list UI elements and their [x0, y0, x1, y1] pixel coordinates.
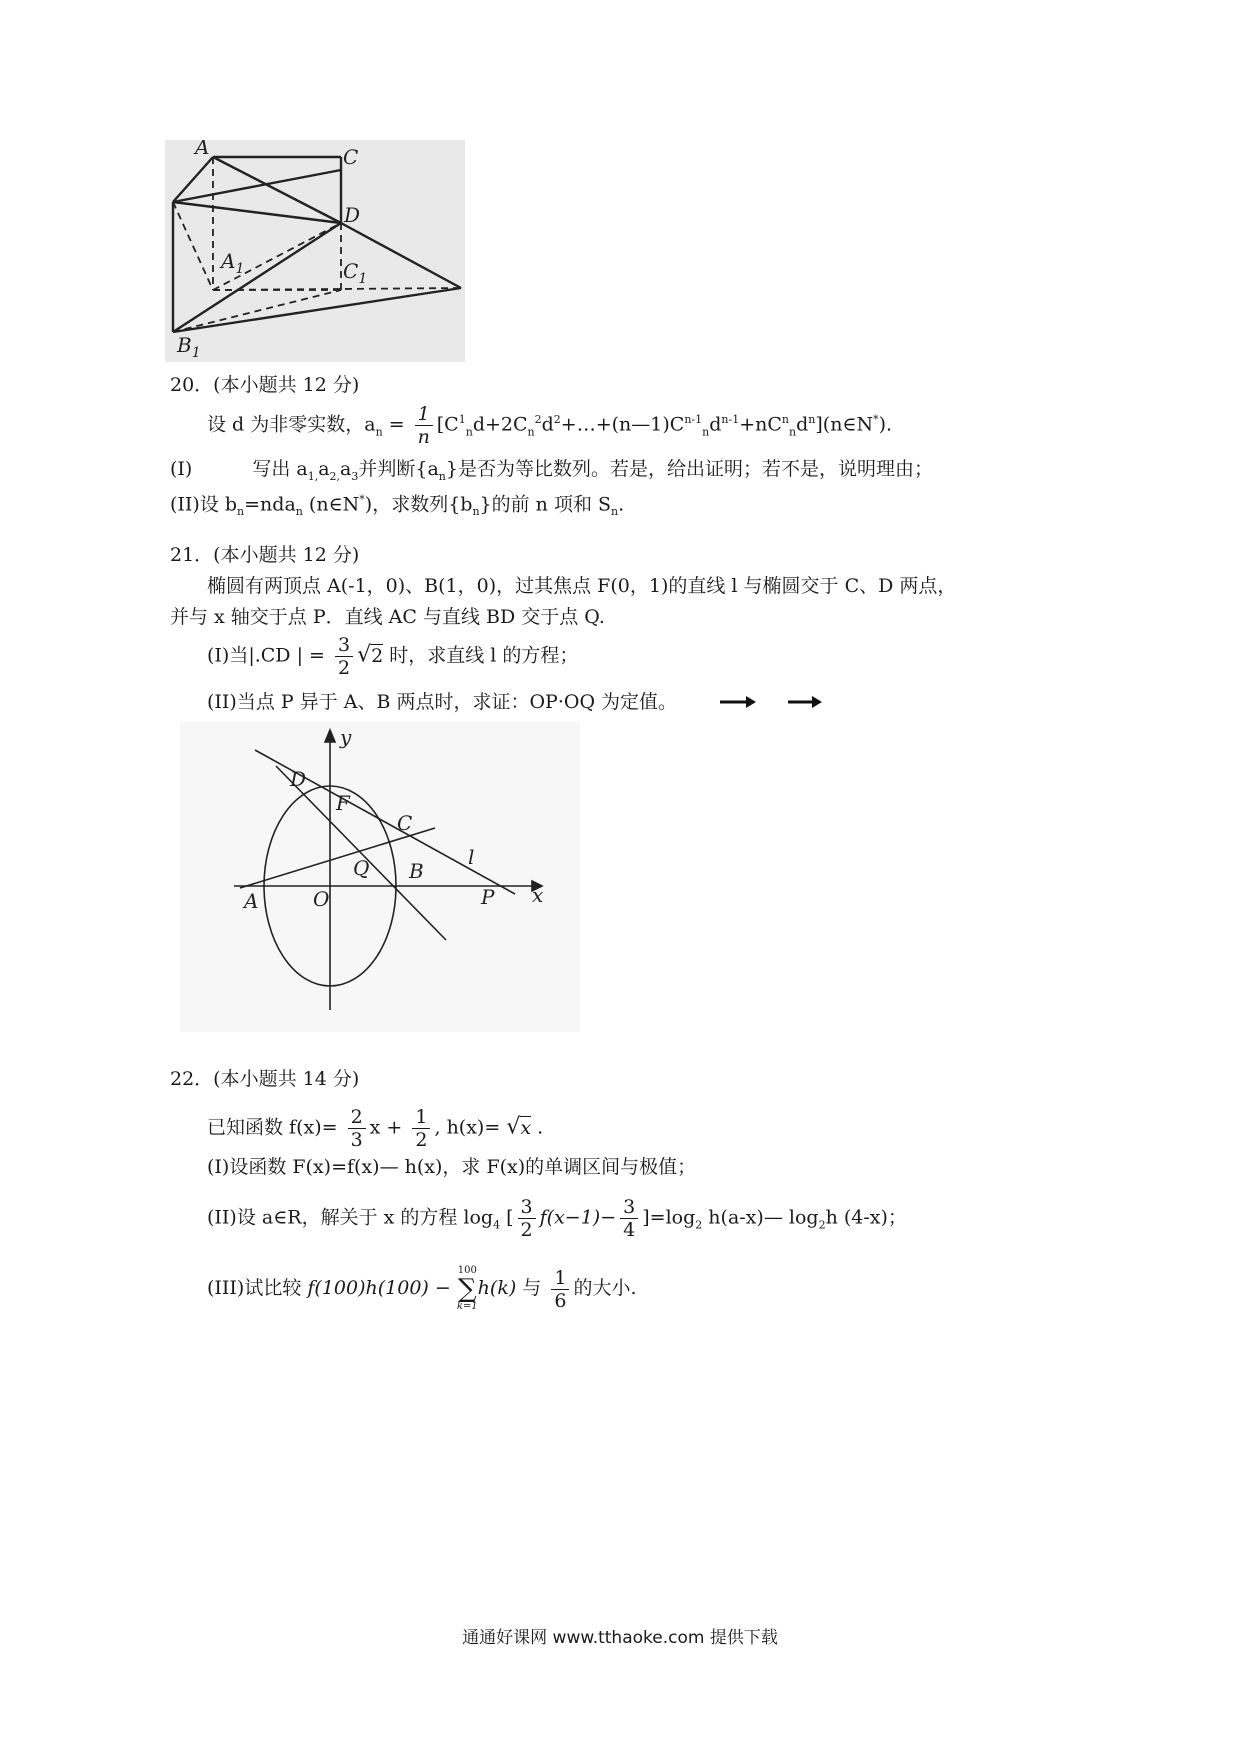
figure-background [165, 140, 465, 362]
q22-intro: 已知函数 f(x)= $\frac{2}{3}$ x + $\frac{1}{2}$ , h(x)= √x . [207, 1106, 544, 1151]
label-F: F [336, 791, 350, 815]
q20-part1: (I) 写出 $a_{1,}a_{2,}a_3$并判断$\{a_n\}$是否为等比数列。若是，给出证明；若不是，说明理由； [170, 458, 933, 483]
q22-p2-fraction-1: $\frac{3}{2}$ [518, 1196, 536, 1241]
footer-text: 通通好课网 www.tthaoke.com 提供下载 [462, 1628, 778, 1648]
label-C1: $C_1$ [343, 259, 368, 287]
arrow-icon-oq [788, 696, 822, 708]
figure-background [180, 722, 580, 1032]
label-A1: $A_1$ [221, 249, 245, 277]
label-Q: Q [353, 856, 370, 880]
label-l: l [468, 845, 475, 869]
q21-part1: (I)当|.CD | = $\frac{3}{2}$ √2 时，求直线 l 的方程； [207, 634, 579, 679]
ellipse-figure [180, 722, 580, 1032]
q20-part2: (II)设 $b_n=nda_n$ (n∈N*)，求数列$\{b_n\}$的前 n 项和 $S_n$. [170, 493, 625, 519]
q20-intro: 设 d 为非零实数，$a_n$ = $\frac{1}{n}$ $[C^1_nd+2C_n^2d^2+\dots+(n—1)C^{n-1}_nd^{n-1}+nC^n_nd^n](n\in N^*)$. [207, 403, 893, 448]
q22-p2-fraction-2: $\frac{3}{4}$ [620, 1196, 638, 1241]
q21-part2: (II)当点 P 异于 A、B 两点时，求证：OP·OQ 为定值。 [207, 691, 678, 713]
label-A: A [195, 140, 210, 159]
q22-fraction-2: $\frac{1}{2}$ [412, 1106, 430, 1151]
q20-fraction: $\frac{1}{n}$ [415, 403, 433, 448]
q22-part2: (II)设 a∈R，解关于 x 的方程 $\log_4$ [ $\frac{3}{2}$ f(x−1)− $\frac{3}{4}$ ]$=\log_2$ h(a-x)— $\log_2h$ (4-x)； [207, 1196, 907, 1241]
label-C: C [397, 811, 413, 835]
prism-figure [165, 140, 465, 362]
label-D: D [344, 203, 361, 227]
label-P: P [481, 885, 495, 909]
vector-arrows [718, 692, 828, 712]
q22-p3-fraction: $\frac{1}{6}$ [551, 1267, 569, 1312]
q21-line1: 椭圆有两顶点 A(-1，0)、B(1，0)，过其焦点 F(0，1)的直线 l 与椭圆交于 C、D 两点， [207, 575, 957, 597]
label-y: y [340, 725, 352, 749]
label-B1: $B_1$ [177, 333, 201, 361]
q22-heading: 22．(本小题共 14 分) [170, 1068, 360, 1090]
q22-part1: (I)设函数 F(x)=f(x)— h(x)，求 F(x)的单调区间与极值； [207, 1156, 697, 1178]
label-C: C [343, 145, 359, 169]
label-A: A [244, 889, 259, 913]
q21-heading: 21．(本小题共 12 分) [170, 544, 360, 566]
q21-fraction: $\frac{3}{2}$ [335, 634, 353, 679]
q22-part3: (III)试比较 f(100)h(100) − 100 ∑ k=1 h(k) 与 $\frac{1}{6}$ 的大小. [207, 1265, 637, 1312]
q20-heading: 20．(本小题共 12 分) [170, 374, 360, 396]
label-O: O [313, 887, 330, 911]
label-D: D [290, 767, 307, 791]
q22-fraction-1: $\frac{2}{3}$ [348, 1106, 366, 1151]
summation: 100 ∑ k=1 [456, 1265, 478, 1312]
label-x: x [532, 883, 544, 907]
arrow-icon-op [720, 696, 756, 708]
label-B: B [409, 859, 424, 883]
q21-line2: 并与 x 轴交于点 P．直线 AC 与直线 BD 交于点 Q. [170, 606, 605, 628]
